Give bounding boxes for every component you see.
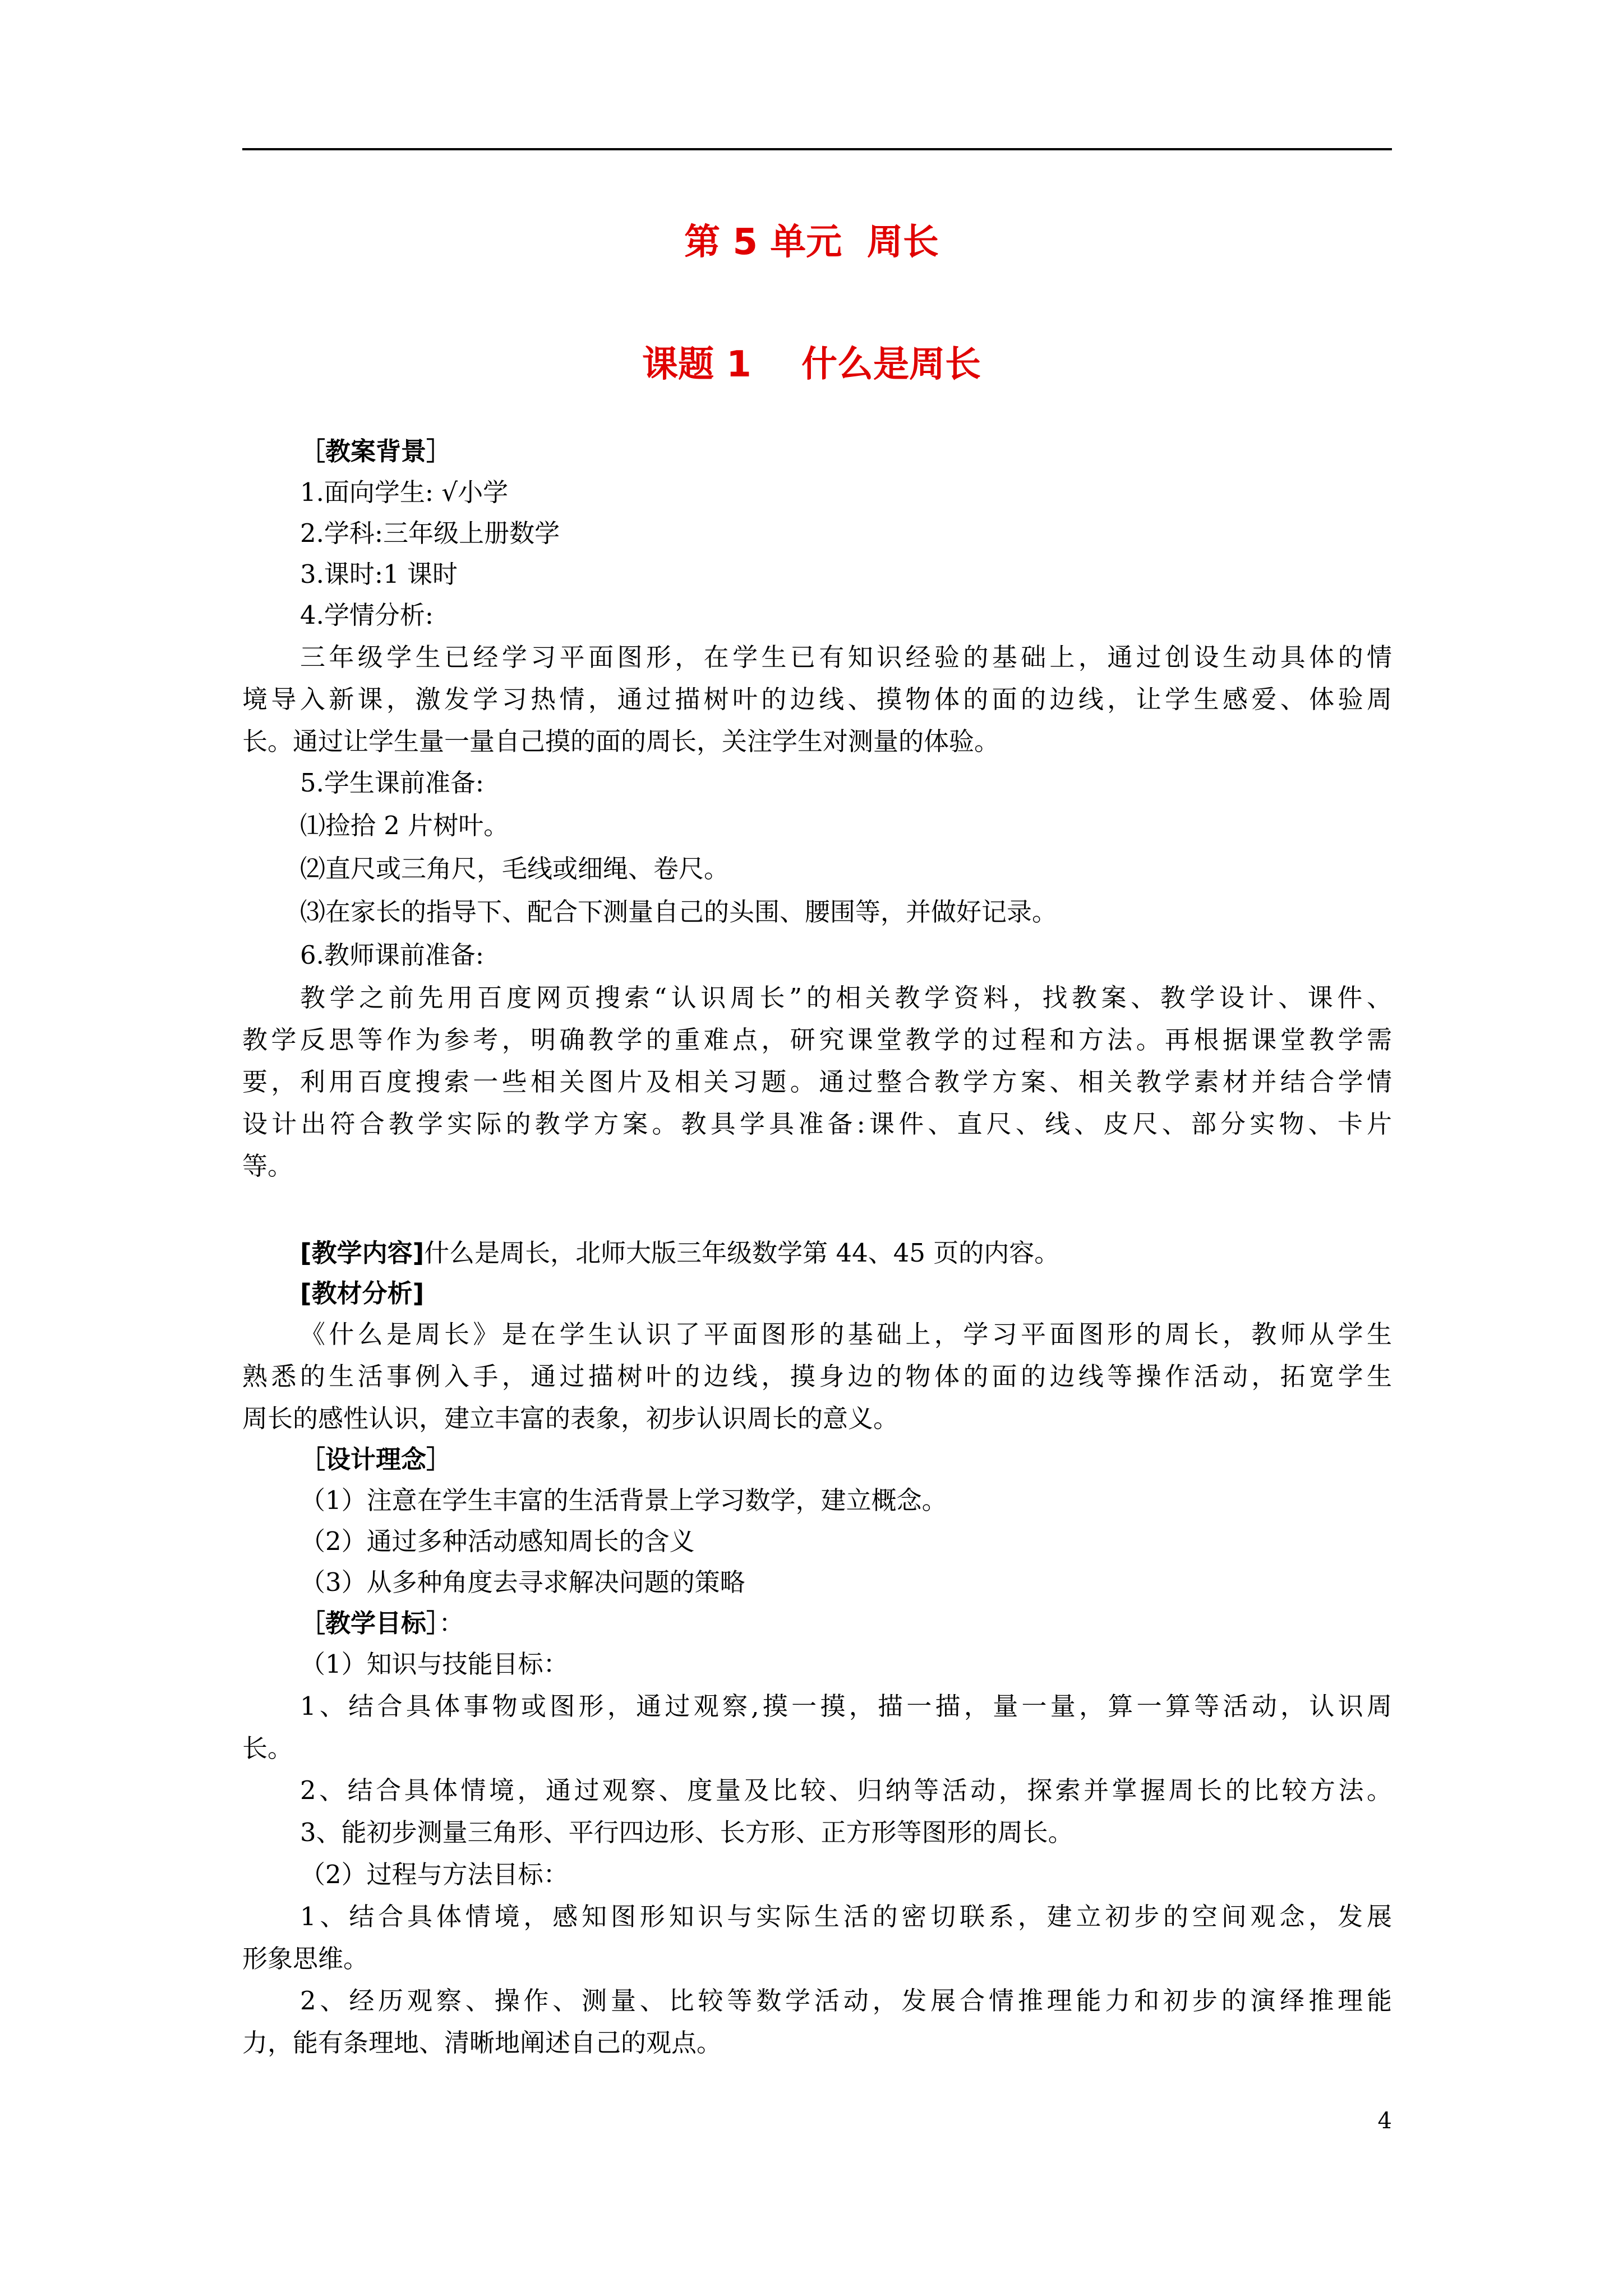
section-heading-objectives: ［教学目标］: [300, 1608, 439, 1638]
page-number: 4: [1377, 2108, 1392, 2134]
text-line: 1.面向学生: √小学: [300, 477, 509, 507]
text-line: 三年级学生已经学习平面图形，在学生已有知识经验的基础上，通过创设生动具体的情: [300, 642, 1392, 672]
unit-title: 第 5 单元 周长: [684, 222, 939, 263]
text-line: 4.学情分析:: [300, 600, 434, 630]
text-line: （3）从多种角度去寻求解决问题的策略: [300, 1567, 745, 1597]
text-span: ：: [439, 1608, 464, 1638]
text-line: 长。: [242, 1733, 293, 1763]
text-line: 《什么是周长》是在学生认识了平面图形的基础上，学习平面图形的周长，教师从学生: [300, 1319, 1392, 1349]
text-line: 形象思维。: [242, 1944, 369, 1973]
text-line: 周长的感性认识，建立丰富的表象，初步认识周长的意义。: [242, 1404, 899, 1433]
text-line: （2）过程与方法目标：: [300, 1860, 569, 1889]
section-heading-background: ［教案背景］: [300, 436, 452, 466]
text-line: 熟悉的生活事例入手，通过描树叶的边线，摸身边的物体的面的边线等操作活动，拓宽学生: [242, 1361, 1392, 1391]
section-heading-content: [教学内容]: [300, 1238, 425, 1268]
text-line: 6.教师课前准备:: [300, 940, 485, 970]
text-line: ⑶在家长的指导下、配合下测量自己的头围、腰围等，并做好记录。: [300, 897, 1058, 927]
text-line: 5.学生课前准备:: [300, 768, 485, 798]
lesson-title: 课题 1 什么是周长: [642, 344, 981, 385]
section-heading-analysis: [教材分析]: [300, 1278, 425, 1308]
text-line: （1）注意在学生丰富的生活背景上学习数学，建立概念。: [300, 1485, 947, 1515]
text-line: 2、经历观察、操作、测量、比较等数学活动，发展合情推理能力和初步的演绎推理能: [300, 1986, 1392, 2016]
text-line: （1）知识与技能目标：: [300, 1649, 569, 1679]
text-line: 1、结合具体事物或图形，通过观察,摸一摸，描一描，量一量，算一算等活动，认识周: [300, 1691, 1392, 1721]
text-line: 教学之前先用百度网页搜索“认识周长”的相关教学资料，找教案、教学设计、课件、: [300, 983, 1392, 1013]
text-span: 什么是周长，北师大版三年级数学第 44、45 页的内容。: [424, 1238, 1060, 1268]
text-line: 教学反思等作为参考，明确教学的重难点，研究课堂教学的过程和方法。再根据课堂教学需: [242, 1025, 1392, 1055]
text-line: 设计出符合教学实际的教学方案。教具学具准备:课件、直尺、线、皮尺、部分实物、卡片: [242, 1109, 1392, 1139]
text-line: ⑴捡拾 2 片树叶。: [300, 811, 509, 840]
text-line: （2）通过多种活动感知周长的含义: [300, 1526, 695, 1556]
text-line: ⑵直尺或三角尺，毛线或细绳、卷尺。: [300, 854, 730, 884]
teaching-content-line: [300, 1235, 1059, 1271]
text-line: 要，利用百度搜索一些相关图片及相关习题。通过整合教学方案、相关教学素材并结合学情: [242, 1067, 1392, 1097]
objectives-heading-line: [300, 1605, 464, 1641]
text-line: 3.课时:1 课时: [300, 559, 458, 589]
text-line: 长。通过让学生量一量自己摸的面的周长，关注学生对测量的体验。: [242, 726, 1000, 756]
text-line: 2.学科:三年级上册数学: [300, 518, 560, 548]
text-line: 等。: [242, 1151, 293, 1181]
section-heading-design: ［设计理念］: [300, 1444, 452, 1474]
text-line: 2、结合具体情境，通过观察、度量及比较、归纳等活动，探索并掌握周长的比较方法。: [300, 1775, 1392, 1805]
text-line: 力，能有条理地、清晰地阐述自己的观点。: [242, 2028, 722, 2058]
text-line: 3、能初步测量三角形、平行四边形、长方形、正方形等图形的周长。: [300, 1818, 1073, 1847]
text-line: 境导入新课，激发学习热情，通过描树叶的边线、摸物体的面的边线，让学生感爱、体验周: [242, 684, 1392, 714]
text-line: 1、结合具体情境，感知图形知识与实际生活的密切联系，建立初步的空间观念，发展: [300, 1902, 1392, 1931]
